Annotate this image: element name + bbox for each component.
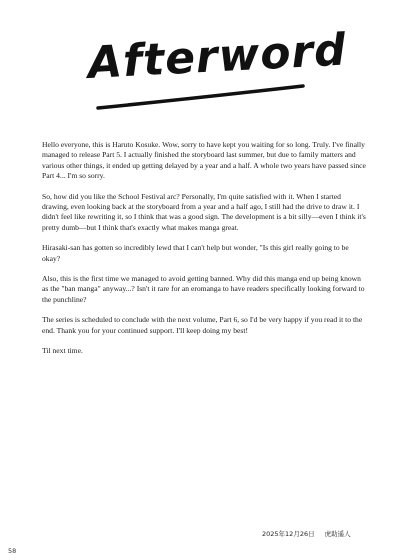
signature-line	[262, 529, 351, 538]
afterword-body	[42, 140, 368, 367]
paragraph: Also, this is the first time we managed to avoid getting banned. Why did this manga end up being known as the "ban manga" anyway...? Isn't it rare for an eromanga to have readers specifically looking forward to the punchline?	[42, 274, 365, 304]
page-title: Afterword	[86, 24, 348, 89]
paragraph: Hello everyone, this is Haruto Kosuke. Wow, sorry to have kept you waiting for so long. Truly. I've finally managed to release Part 5. I actually finished the storyboard last summer, but due to family matters and various other things, it ended up getting delayed by a year and a half. A whole two years have passed since Part 4... I'm so sorry.	[42, 140, 366, 181]
page-number: 58	[8, 547, 17, 555]
signature-date: 2025年12月26日	[262, 530, 315, 538]
paragraph: The series is scheduled to conclude with the next volume, Part 6, so I'd be very happy if you read it to the end. Thank you for your continued support. I'll keep doing my best!	[42, 315, 363, 335]
title-block	[86, 24, 348, 116]
title-underline-stroke	[88, 38, 318, 116]
paragraph: So, how did you like the School Festival arc? Personally, I'm quite satisfied with it. When I started drawing, even looking back at the storyboard from a year and a half ago, I still had the drive to draw it. I didn't feel like rewriting it, so I think that was a good sign. The development is a bit silly—even I think it's pretty dumb—but I think that's exactly what makes manga great.	[42, 191, 366, 232]
paragraph: Til next time.	[42, 346, 83, 356]
signature-author: 虎助遥人	[324, 530, 351, 538]
paragraph: Hirasaki-san has gotten so incredibly lewd that I can't help but wonder, "Is this girl really going to be okay?	[42, 243, 349, 263]
